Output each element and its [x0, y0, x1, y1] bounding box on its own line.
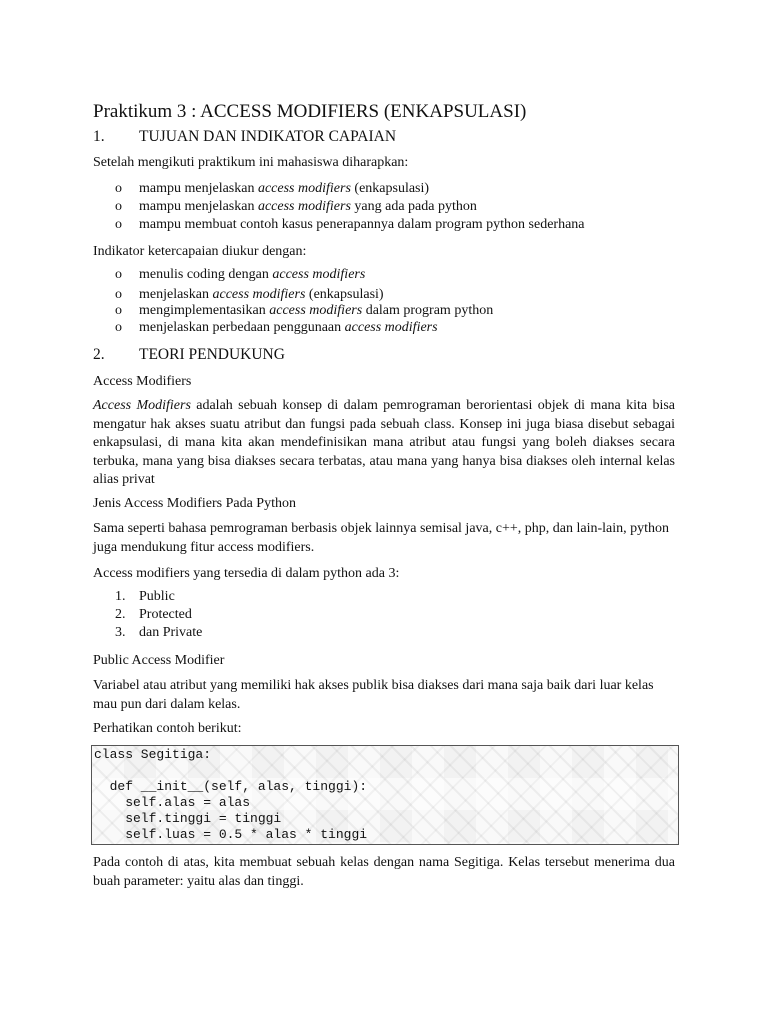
bullet-marker: o: [115, 267, 122, 282]
code-line: self.alas = alas: [94, 795, 251, 810]
list-item: o menjelaskan access modifiers (enkapsulasi): [115, 287, 384, 302]
code-line: def __init__(self, alas, tinggi):: [94, 779, 368, 794]
section-heading-2: [93, 346, 285, 364]
list-item: o mengimplementasikan access modifiers dalam program python: [115, 303, 494, 318]
access-modifiers-paragraph: Access Modifiers adalah sebuah konsep di dalam pemrograman berorientasi objek di mana kita bisa mengatur hak akses suatu atribut dan fungsi pada sebuah class. Konsep ini juga biasa disebut sebagai enkapsulasi, di mana kita akan mendefinisikan mana atribut atau fungsi yang boleh diakses secara terbuka, mana yang bisa diakses secara terbatas, atau mana yang hanya bisa diakses oleh internal kelas alias privat: [93, 398, 675, 487]
bullet-marker: o: [115, 217, 122, 232]
section-heading-1: [93, 128, 396, 146]
list-item: 2. Protected: [115, 607, 192, 622]
bullet-marker: o: [115, 287, 122, 302]
after-code-paragraph: Pada contoh di atas, kita membuat sebuah kelas dengan nama Segitiga. Kelas tersebut menerima dua buah parameter: yaitu alas dan tinggi.: [93, 855, 675, 889]
section-label: TUJUAN DAN INDIKATOR CAPAIAN: [139, 128, 397, 145]
jenis-paragraph: Sama seperti bahasa pemrograman berbasis objek lainnya semisal java, c++, php, dan lain-lain, python juga mendukung fitur access modifiers.: [93, 521, 670, 555]
list-item: o mampu menjelaskan access modifiers (enkapsulasi): [115, 181, 430, 196]
section-number: 2.: [93, 346, 105, 363]
intro-paragraph: Setelah mengikuti praktikum ini mahasiswa diharapkan:: [93, 155, 409, 170]
subheading-access-modifiers: Access Modifiers: [93, 374, 192, 389]
code-line: class Segitiga:: [94, 747, 212, 762]
tersedia-paragraph: Access modifiers yang tersedia di dalam python ada 3:: [93, 566, 400, 581]
list-item: o menjelaskan perbedaan penggunaan access modifiers: [115, 320, 438, 335]
code-line: self.luas = 0.5 * alas * tinggi: [94, 827, 368, 842]
section-number: 1.: [93, 128, 105, 145]
subheading-jenis: Jenis Access Modifiers Pada Python: [93, 496, 296, 511]
code-line: self.tinggi = tinggi: [94, 811, 282, 826]
list-item: 1. Public: [115, 589, 175, 604]
subheading-public: Public Access Modifier: [93, 653, 225, 668]
section-label: TEORI PENDUKUNG: [139, 346, 285, 363]
bullet-marker: o: [115, 320, 122, 335]
indicator-intro: Indikator ketercapaian diukur dengan:: [93, 244, 307, 259]
list-item: o menulis coding dengan access modifiers: [115, 267, 366, 282]
contoh-paragraph: Perhatikan contoh berikut:: [93, 721, 242, 736]
bullet-marker: o: [115, 303, 122, 318]
page-title: Praktikum 3 : ACCESS MODIFIERS (ENKAPSULASI): [93, 101, 527, 122]
code-block: [91, 745, 679, 845]
public-paragraph: Variabel atau atribut yang memiliki hak akses publik bisa diakses dari mana saja baik dari luar kelas mau pun dari dalam kelas.: [93, 678, 654, 712]
list-item: o mampu menjelaskan access modifiers yang ada pada python: [115, 199, 477, 214]
bullet-marker: o: [115, 199, 122, 214]
list-item: 3. dan Private: [115, 625, 203, 640]
bullet-marker: o: [115, 181, 122, 196]
list-item: o mampu membuat contoh kasus penerapannya dalam program python sederhana: [115, 217, 585, 232]
